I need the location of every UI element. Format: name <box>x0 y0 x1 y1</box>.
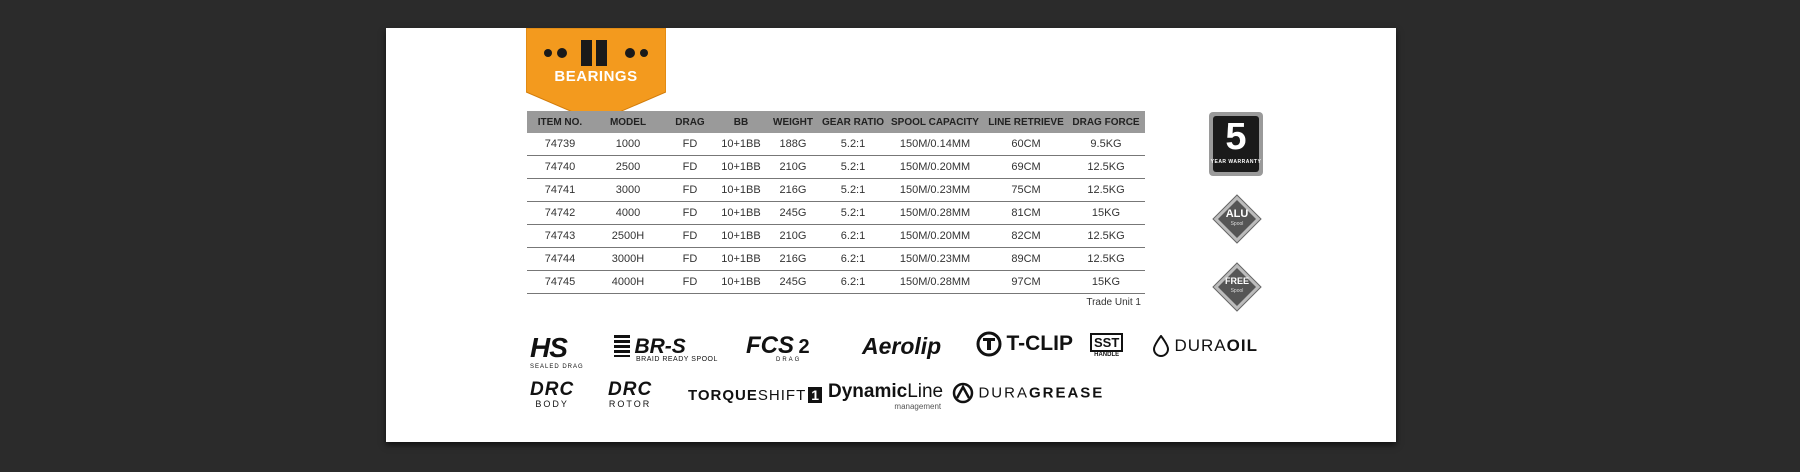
tclip-icon <box>976 331 1002 357</box>
cell-drag: FD <box>663 156 717 179</box>
cell-item-no: 74742 <box>527 202 593 225</box>
cell-bb: 10+1BB <box>717 179 765 202</box>
aerolip-logo <box>862 333 941 360</box>
oil-drop-icon <box>1152 335 1170 357</box>
cell-weight: 216G <box>765 248 821 271</box>
cell-bb: 10+1BB <box>717 225 765 248</box>
cell-gear-ratio: 5.2:1 <box>821 202 885 225</box>
hs-logo <box>530 332 584 370</box>
cell-gear-ratio: 5.2:1 <box>821 179 885 202</box>
cell-line-retrieve: 81CM <box>985 202 1067 225</box>
cell-model: 4000H <box>593 271 663 294</box>
duragrease-text-a: DURA <box>978 384 1029 402</box>
cell-weight: 210G <box>765 156 821 179</box>
fcs-logo-text: FCS <box>746 332 794 359</box>
cell-item-no: 74745 <box>527 271 593 294</box>
brs-logo-sub: BRAID READY SPOOL <box>636 356 718 363</box>
table-row <box>527 133 1145 156</box>
sst-logo-text: SST <box>1090 333 1123 352</box>
warranty-label: YEAR WARRANTY <box>1210 159 1262 165</box>
cell-drag: FD <box>663 179 717 202</box>
cell-spool-capacity: 150M/0.23MM <box>885 179 985 202</box>
cell-drag-force: 15KG <box>1067 271 1145 294</box>
cell-gear-ratio: 6.2:1 <box>821 248 885 271</box>
table-row <box>527 156 1145 179</box>
drc-rotor-logo-sub: ROTOR <box>608 399 652 409</box>
cell-gear-ratio: 5.2:1 <box>821 156 885 179</box>
cell-drag: FD <box>663 225 717 248</box>
torqueshift-text-a: TORQUE <box>688 387 758 404</box>
free-spool-badge <box>1212 262 1262 312</box>
cell-drag: FD <box>663 271 717 294</box>
cell-bb: 10+1BB <box>717 133 765 156</box>
drc-rotor-logo <box>608 381 652 409</box>
cell-drag-force: 12.5KG <box>1067 248 1145 271</box>
cell-spool-capacity: 150M/0.23MM <box>885 248 985 271</box>
cell-item-no: 74739 <box>527 133 593 156</box>
spool-icon <box>614 335 630 357</box>
drc-body-logo <box>530 381 574 409</box>
header-model: MODEL <box>593 111 663 133</box>
dynamicline-text-a: Dynamic <box>828 381 908 402</box>
header-spool-capacity: SPOOL CAPACITY <box>885 111 985 133</box>
cell-line-retrieve: 69CM <box>985 156 1067 179</box>
tclip-logo-text: T-CLIP <box>1006 332 1073 355</box>
duraoil-text-a: DURA <box>1174 336 1227 355</box>
trade-unit: Trade Unit 1 <box>1086 297 1141 308</box>
cell-spool-capacity: 150M/0.28MM <box>885 202 985 225</box>
cell-weight: 188G <box>765 133 821 156</box>
header-weight: WEIGHT <box>765 111 821 133</box>
drc-body-logo-text: DRC <box>530 379 575 400</box>
bearings-label: BEARINGS <box>554 68 638 85</box>
cell-spool-capacity: 150M/0.14MM <box>885 133 985 156</box>
cell-drag: FD <box>663 133 717 156</box>
grease-icon <box>952 382 974 404</box>
drc-rotor-logo-text: DRC <box>608 379 653 400</box>
cell-item-no: 74743 <box>527 225 593 248</box>
cell-model: 3000H <box>593 248 663 271</box>
alu-sub-label: Spool <box>1230 221 1244 227</box>
cell-drag-force: 12.5KG <box>1067 225 1145 248</box>
drc-body-logo-sub: BODY <box>535 399 569 409</box>
table-header-row <box>527 111 1145 133</box>
torqueshift-text-b: SHIFT <box>757 387 807 404</box>
alu-spool-badge <box>1212 194 1262 244</box>
cell-model: 2500H <box>593 225 663 248</box>
spec-table <box>527 111 1145 294</box>
cell-model: 3000 <box>593 179 663 202</box>
cell-model: 1000 <box>593 133 663 156</box>
cell-bb: 10+1BB <box>717 202 765 225</box>
cell-gear-ratio: 6.2:1 <box>821 271 885 294</box>
brs-logo-text: BR-S <box>634 335 686 358</box>
aerolip-logo-text: Aerolip <box>862 333 942 359</box>
cell-weight: 245G <box>765 202 821 225</box>
header-gear-ratio: GEAR RATIO <box>821 111 885 133</box>
cell-bb: 10+1BB <box>717 271 765 294</box>
cell-spool-capacity: 150M/0.28MM <box>885 271 985 294</box>
cell-model: 4000 <box>593 202 663 225</box>
header-bb: BB <box>717 111 765 133</box>
cell-spool-capacity: 150M/0.20MM <box>885 225 985 248</box>
alu-label: ALU <box>1225 208 1249 220</box>
brs-logo <box>614 335 718 363</box>
cell-drag: FD <box>663 202 717 225</box>
cell-item-no: 74744 <box>527 248 593 271</box>
cell-line-retrieve: 60CM <box>985 133 1067 156</box>
table-row <box>527 202 1145 225</box>
dynamicline-logo <box>828 381 944 411</box>
hs-logo-sub: SEALED DRAG <box>530 364 584 370</box>
tclip-logo <box>976 331 1073 357</box>
duragrease-logo <box>952 382 1104 404</box>
dynamicline-sub: management <box>894 402 942 411</box>
cell-weight: 210G <box>765 225 821 248</box>
table-row <box>527 179 1145 202</box>
header-line-retrieve: LINE RETRIEVE <box>985 111 1067 133</box>
bearings-badge <box>526 28 666 122</box>
hs-logo-text: HS <box>530 332 567 363</box>
torqueshift-number: 1 <box>808 387 822 403</box>
cell-line-retrieve: 97CM <box>985 271 1067 294</box>
cell-gear-ratio: 6.2:1 <box>821 225 885 248</box>
cell-model: 2500 <box>593 156 663 179</box>
cell-bb: 10+1BB <box>717 248 765 271</box>
header-item-no: ITEM NO. <box>527 111 593 133</box>
dynamicline-text-b: Line <box>907 381 944 402</box>
cell-drag-force: 12.5KG <box>1067 156 1145 179</box>
fcs-logo-sub: DRAG <box>776 357 802 363</box>
sst-logo <box>1090 333 1123 358</box>
cell-item-no: 74740 <box>527 156 593 179</box>
torqueshift-logo <box>688 387 822 405</box>
cell-line-retrieve: 89CM <box>985 248 1067 271</box>
free-diamond-icon <box>1212 262 1262 312</box>
product-sheet <box>386 28 1396 442</box>
duraoil-text-b: OIL <box>1226 336 1258 355</box>
fcs-logo-number: 2 <box>798 336 810 358</box>
table-row <box>527 248 1145 271</box>
warranty-badge <box>1208 111 1264 177</box>
table-row <box>527 271 1145 294</box>
free-sub-label: Spool <box>1230 288 1244 294</box>
cell-item-no: 74741 <box>527 179 593 202</box>
cell-drag-force: 15KG <box>1067 202 1145 225</box>
cell-drag: FD <box>663 248 717 271</box>
cell-spool-capacity: 150M/0.20MM <box>885 156 985 179</box>
warranty-number: 5 <box>1225 116 1247 158</box>
fcs-logo <box>746 332 810 363</box>
header-drag: DRAG <box>663 111 717 133</box>
header-drag-force: DRAG FORCE <box>1067 111 1145 133</box>
cell-drag-force: 9.5KG <box>1067 133 1145 156</box>
duraoil-logo <box>1152 335 1258 357</box>
duragrease-text-b: GREASE <box>1028 384 1105 402</box>
cell-line-retrieve: 82CM <box>985 225 1067 248</box>
cell-drag-force: 12.5KG <box>1067 179 1145 202</box>
cell-gear-ratio: 5.2:1 <box>821 133 885 156</box>
table-row <box>527 225 1145 248</box>
cell-line-retrieve: 75CM <box>985 179 1067 202</box>
free-label: FREE <box>1224 276 1249 286</box>
cell-bb: 10+1BB <box>717 156 765 179</box>
cell-weight: 216G <box>765 179 821 202</box>
sst-logo-sub: HANDLE <box>1094 352 1120 358</box>
cell-weight: 245G <box>765 271 821 294</box>
